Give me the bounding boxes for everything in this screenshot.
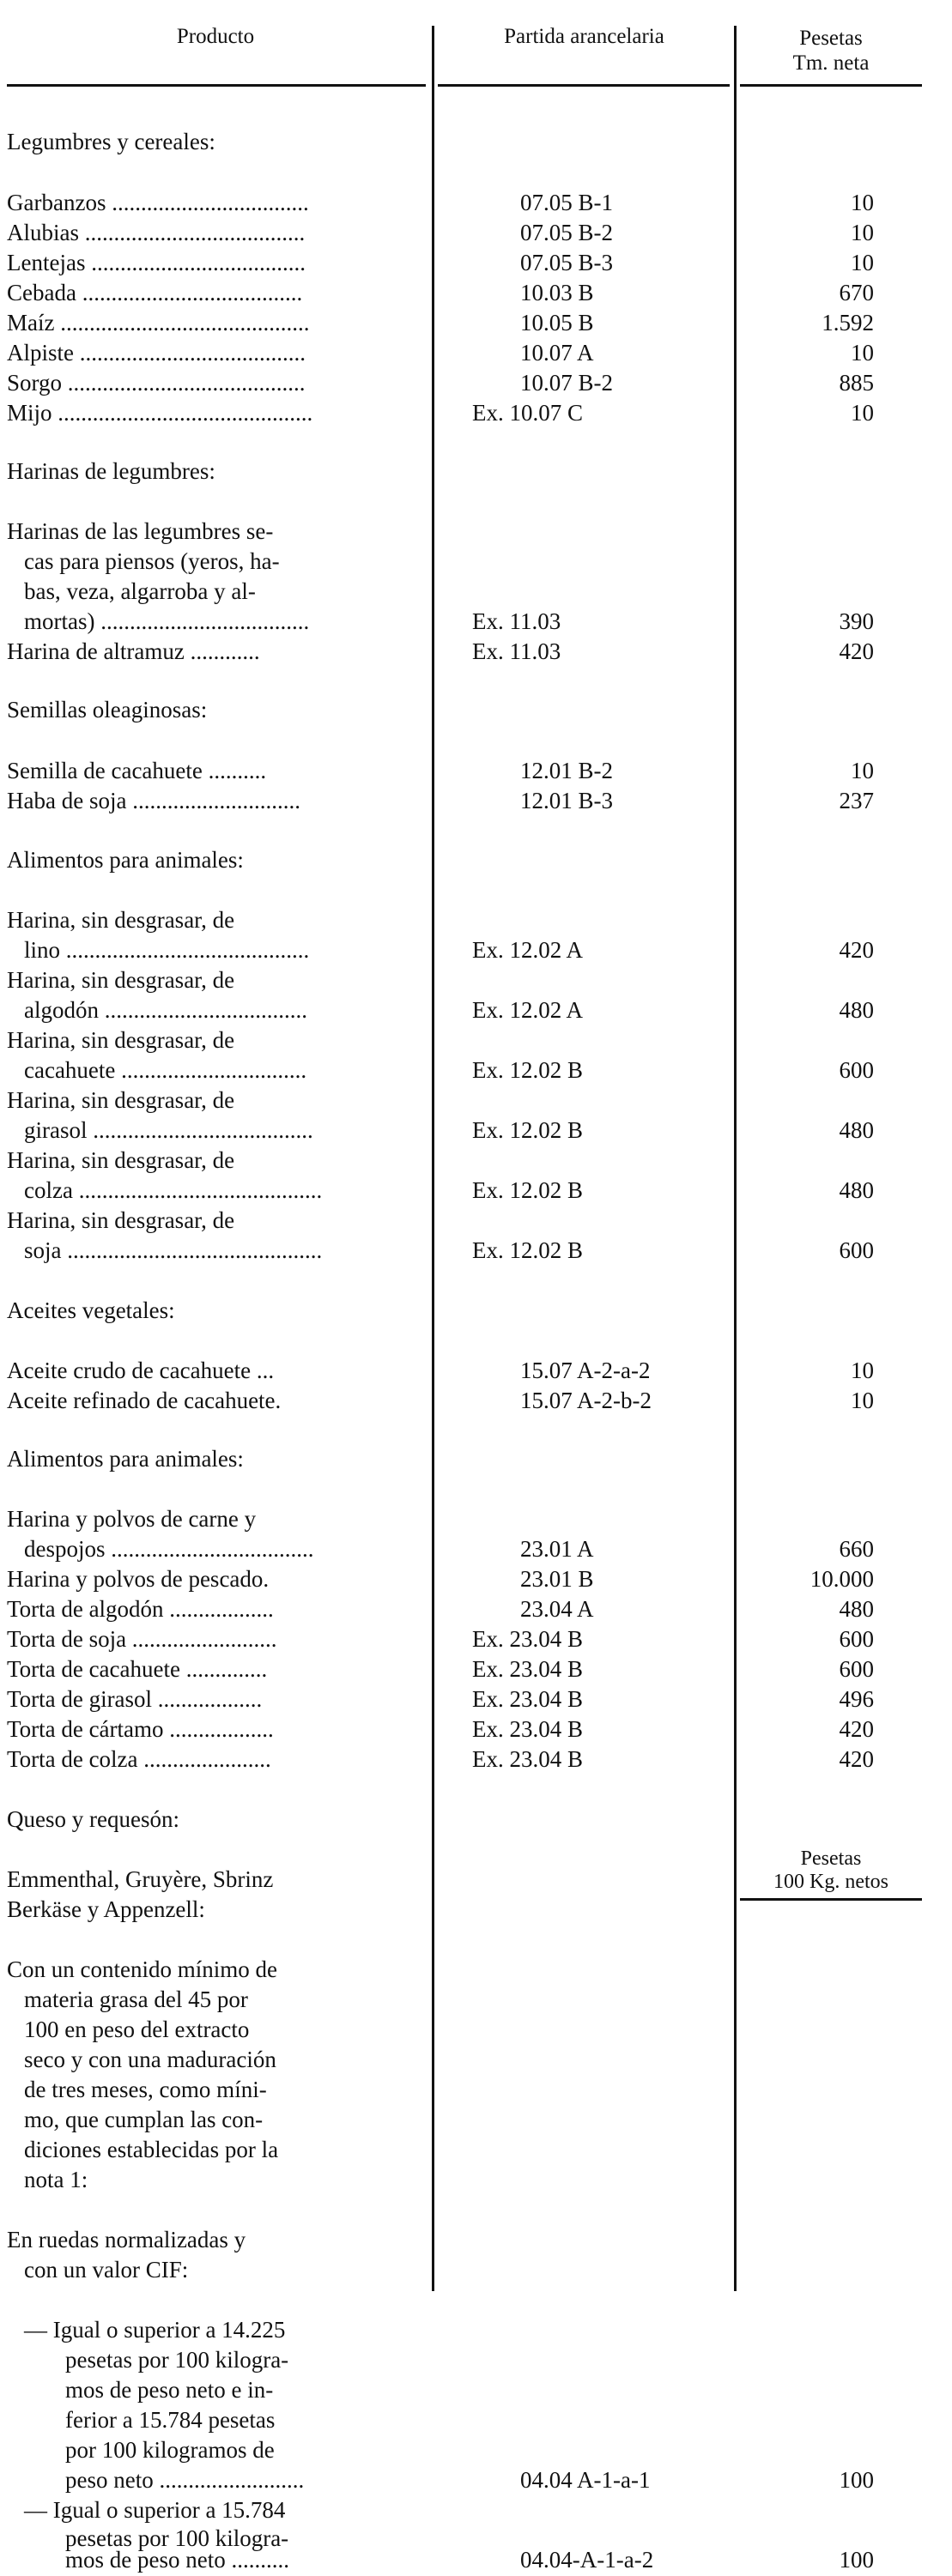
table-row	[0, 248, 952, 277]
header-rule-mid	[438, 84, 730, 87]
pesetas-cell: 600	[839, 1057, 874, 1083]
partida-cell: 23.04 A	[520, 1596, 594, 1622]
producto-cell: Semilla de cacahuete ..........	[7, 758, 267, 783]
table-row	[0, 1745, 952, 1774]
pesetas-cell: 496	[839, 1686, 874, 1712]
cheese-condition-line: 100 en peso del extracto	[24, 2017, 250, 2042]
table-row	[0, 1356, 952, 1385]
table-row	[0, 637, 952, 666]
cheese-item1-line: mos de peso neto e in-	[65, 2377, 274, 2403]
subheader-pesetas	[740, 1847, 922, 1894]
producto-cell: Torta de cártamo ..................	[7, 1716, 274, 1742]
pesetas-cell: 600	[839, 1656, 874, 1682]
partida-cell: 07.05 B-2	[520, 220, 613, 245]
partida-cell: 23.01 B	[520, 1566, 594, 1592]
pesetas-cell: 100	[839, 2467, 874, 2493]
pesetas-cell: 10	[851, 340, 874, 366]
header-producto: Producto	[176, 25, 255, 48]
cheese-condition-line: materia grasa del 45 por	[24, 1986, 248, 2012]
producto-cell: mortas) ....................................	[24, 608, 310, 634]
partida-cell: 12.01 B-2	[520, 758, 613, 783]
pesetas-cell: 10	[851, 220, 874, 245]
section-aceites: Aceites vegetales:	[7, 1297, 175, 1323]
producto-cell: soja ............................................	[24, 1237, 323, 1263]
partida-cell: 07.05 B-1	[520, 190, 613, 215]
pesetas-cell: 10	[851, 758, 874, 783]
producto-cell: Cebada ......................................	[7, 280, 303, 305]
table-row	[0, 756, 952, 785]
cheese-condition-line: seco y con una maduración	[24, 2047, 276, 2072]
table-row	[0, 1116, 952, 1145]
producto-cell: Harina y polvos de pescado.	[7, 1566, 270, 1592]
producto-cell: Alpiste .......................................	[7, 340, 306, 366]
partida-cell: 07.05 B-3	[520, 250, 613, 275]
table-row	[0, 786, 952, 815]
table-row	[0, 1055, 952, 1085]
section-semillas: Semillas oleaginosas:	[7, 697, 208, 723]
row-continuation: Harina y polvos de carne y	[7, 1506, 257, 1532]
partida-cell: Ex. 23.04 B	[472, 1746, 584, 1772]
section-legumbres: Legumbres y cereales:	[7, 129, 215, 154]
table-row	[0, 1684, 952, 1714]
cheese-condition-line: diciones establecidas por la	[24, 2137, 279, 2162]
partida-cell: 10.07 B-2	[520, 370, 613, 396]
partida-cell: Ex. 12.02 A	[472, 997, 584, 1023]
producto-cell: Torta de algodón ..................	[7, 1596, 274, 1622]
section-alimentos-2: Alimentos para animales:	[7, 1446, 244, 1472]
producto-cell: Lentejas .....................................	[7, 250, 306, 275]
partida-cell: Ex. 23.04 B	[472, 1686, 584, 1712]
subheader-pesetas-line2: 100 Kg. netos	[773, 1871, 888, 1893]
pesetas-cell: 480	[839, 1177, 874, 1203]
pesetas-cell: 10	[851, 190, 874, 215]
row-continuation: Harina, sin desgrasar, de	[7, 907, 235, 933]
section-queso: Queso y requesón:	[7, 1806, 179, 1832]
table-row	[0, 308, 952, 337]
table-row	[0, 1386, 952, 1415]
producto-cell: lino ..........................................	[24, 937, 310, 963]
producto-cell: mos de peso neto ..........	[65, 2547, 289, 2573]
producto-cell: Torta de girasol ..................	[7, 1686, 263, 1712]
row-continuation: Harina, sin desgrasar, de	[7, 967, 235, 993]
pesetas-cell: 237	[839, 788, 874, 813]
producto-cell: Aceite refinado de cacahuete.	[7, 1388, 282, 1413]
partida-cell: 10.07 A	[520, 340, 594, 366]
cheese-item2-line: pesetas por 100 kilogra-	[65, 2525, 289, 2551]
partida-cell: Ex. 12.02 A	[472, 937, 584, 963]
partida-cell: Ex. 11.03	[472, 608, 561, 634]
table-row	[0, 1564, 952, 1593]
table-row	[0, 1176, 952, 1205]
partida-cell: Ex. 12.02 B	[472, 1237, 584, 1263]
pesetas-cell: 420	[839, 937, 874, 963]
pesetas-cell: 10	[851, 400, 874, 426]
partida-cell: 23.01 A	[520, 1536, 594, 1562]
producto-cell: Harina de altramuz ............	[7, 638, 260, 664]
producto-cell: Garbanzos ..................................	[7, 190, 309, 215]
partida-cell: 10.05 B	[520, 310, 594, 336]
table-row	[0, 398, 952, 427]
header-partida: Partida arancelaria	[504, 25, 664, 48]
cheese-varieties-line: Emmenthal, Gruyère, Sbrinz	[7, 1866, 274, 1892]
cheese-ruedas-line: con un valor CIF:	[24, 2257, 189, 2283]
subheader-pesetas-line1: Pesetas	[800, 1847, 862, 1870]
table-row	[0, 1594, 952, 1624]
pesetas-cell: 480	[839, 1117, 874, 1143]
section-alimentos-1: Alimentos para animales:	[7, 847, 244, 873]
pesetas-cell: 600	[839, 1626, 874, 1652]
table-row	[0, 607, 952, 636]
table-row	[0, 218, 952, 247]
pesetas-cell: 10	[851, 1388, 874, 1413]
pesetas-cell: 480	[839, 1596, 874, 1622]
pesetas-cell: 100	[839, 2547, 874, 2573]
table-row	[0, 278, 952, 307]
row-continuation: Harina, sin desgrasar, de	[7, 1027, 235, 1053]
cheese-item2-line: — Igual o superior a 15.784	[24, 2497, 286, 2523]
producto-cell: girasol ......................................	[24, 1117, 313, 1143]
partida-cell: 10.03 B	[520, 280, 594, 305]
cheese-condition-line: nota 1:	[24, 2167, 88, 2192]
producto-cell: Maíz ...........................................	[7, 310, 310, 336]
table-row	[0, 2545, 952, 2574]
partida-cell: Ex. 23.04 B	[472, 1656, 584, 1682]
pesetas-cell: 420	[839, 1746, 874, 1772]
producto-cell: Mijo ............................................	[7, 400, 313, 426]
producto-cell: despojos ...................................	[24, 1536, 314, 1562]
pesetas-cell: 390	[839, 608, 874, 634]
pesetas-cell: 420	[839, 638, 874, 664]
partida-cell: Ex. 10.07 C	[472, 400, 584, 426]
cheese-condition-line: mo, que cumplan las con-	[24, 2107, 264, 2132]
pesetas-cell: 10.000	[810, 1566, 874, 1592]
partida-cell: Ex. 11.03	[472, 638, 561, 664]
cheese-condition-line: de tres meses, como míni-	[24, 2077, 267, 2102]
pesetas-cell: 10	[851, 1358, 874, 1383]
partida-cell: 12.01 B-3	[520, 788, 613, 813]
row-continuation: bas, veza, algarroba y al-	[24, 578, 256, 604]
header-rule-right	[740, 84, 922, 87]
table-row	[0, 2465, 952, 2494]
table-row	[0, 935, 952, 964]
header-rule-left	[7, 84, 426, 87]
partida-cell: 04.04-A-1-a-2	[520, 2547, 654, 2573]
pesetas-cell: 480	[839, 997, 874, 1023]
table-row	[0, 1624, 952, 1654]
partida-cell: Ex. 23.04 B	[472, 1626, 584, 1652]
cheese-varieties-line: Berkäse y Appenzell:	[7, 1896, 205, 1922]
header-pesetas-line2: Tm. neta	[792, 51, 870, 75]
row-continuation: Harina, sin desgrasar, de	[7, 1147, 235, 1173]
producto-cell: colza ..........................................	[24, 1177, 323, 1203]
table-row	[0, 995, 952, 1025]
row-continuation: Harinas de las legumbres se-	[7, 518, 274, 544]
table-row	[0, 338, 952, 367]
row-continuation: Harina, sin desgrasar, de	[7, 1207, 235, 1233]
partida-cell: 04.04 A-1-a-1	[520, 2467, 651, 2493]
table-row	[0, 368, 952, 397]
partida-cell: Ex. 12.02 B	[472, 1057, 584, 1083]
partida-cell: 15.07 A-2-a-2	[520, 1358, 651, 1383]
producto-cell: Aceite crudo de cacahuete ...	[7, 1358, 275, 1383]
section-harinas: Harinas de legumbres:	[7, 458, 215, 484]
cheese-item1-line: por 100 kilogramos de	[65, 2437, 275, 2463]
producto-cell: Haba de soja .............................	[7, 788, 300, 813]
cheese-item1-line: pesetas por 100 kilogra-	[65, 2347, 289, 2373]
subheader-rule	[740, 1898, 922, 1901]
partida-cell: Ex. 23.04 B	[472, 1716, 584, 1742]
cheese-ruedas-line: En ruedas normalizadas y	[7, 2227, 246, 2252]
partida-cell: Ex. 12.02 B	[472, 1117, 584, 1143]
row-continuation: Harina, sin desgrasar, de	[7, 1087, 235, 1113]
pesetas-cell: 10	[851, 250, 874, 275]
pesetas-cell: 420	[839, 1716, 874, 1742]
producto-cell: Torta de colza ......................	[7, 1746, 271, 1772]
table-row	[0, 1654, 952, 1684]
pesetas-cell: 660	[839, 1536, 874, 1562]
pesetas-cell: 1.592	[822, 310, 874, 336]
header-pesetas	[740, 26, 922, 76]
table-row	[0, 1714, 952, 1744]
producto-cell: algodón ...................................	[24, 997, 307, 1023]
table-row	[0, 1534, 952, 1563]
partida-cell: 15.07 A-2-b-2	[520, 1388, 652, 1413]
table-row	[0, 188, 952, 217]
cheese-item1-line: — Igual o superior a 14.225	[24, 2317, 286, 2343]
producto-cell: Sorgo .........................................	[7, 370, 306, 396]
producto-cell: cacahuete ................................	[24, 1057, 307, 1083]
producto-cell: Torta de cacahuete ..............	[7, 1656, 268, 1682]
table-row	[0, 1236, 952, 1265]
cheese-condition-line: Con un contenido mínimo de	[7, 1956, 277, 1982]
row-continuation: cas para piensos (yeros, ha-	[24, 548, 280, 574]
producto-cell: peso neto .........................	[65, 2467, 305, 2493]
pesetas-cell: 670	[839, 280, 874, 305]
header-pesetas-line1: Pesetas	[799, 27, 863, 50]
partida-cell: Ex. 12.02 B	[472, 1177, 584, 1203]
pesetas-cell: 600	[839, 1237, 874, 1263]
producto-cell: Torta de soja .........................	[7, 1626, 277, 1652]
pesetas-cell: 885	[839, 370, 874, 396]
producto-cell: Alubias ......................................	[7, 220, 306, 245]
cheese-item1-line: ferior a 15.784 pesetas	[65, 2407, 276, 2433]
